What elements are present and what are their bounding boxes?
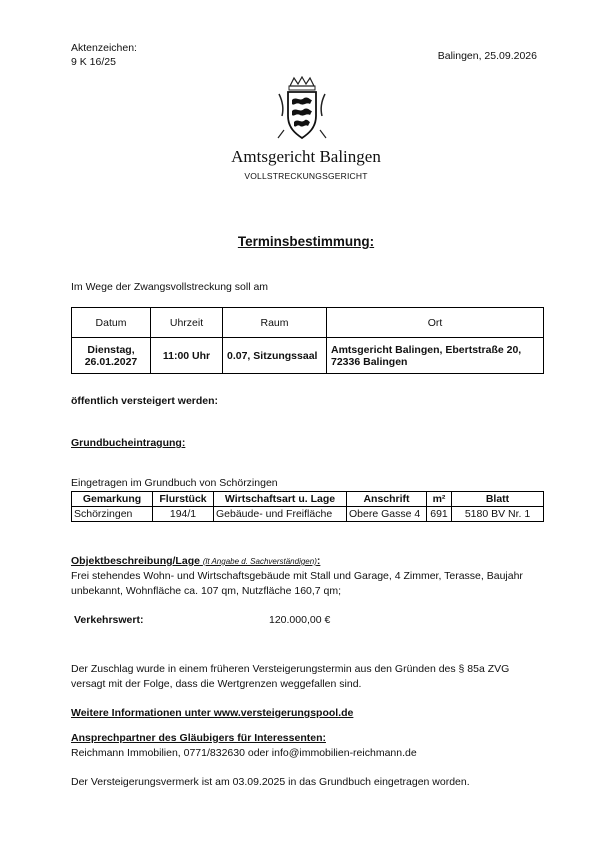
versteigert-text: öffentlich versteigert werden:	[71, 395, 219, 407]
intro-text: Im Wege der Zwangsvollstreckung soll am	[71, 281, 269, 293]
objekt-heading	[71, 555, 320, 567]
termin-uhrzeit: 11:00 Uhr	[151, 338, 223, 374]
objekt-description: Frei stehendes Wohn- und Wirtschaftsgebäude mit Stall und Garage, 4 Zimmer, Terasse, Baujahr unbekannt, Wohnfläche ca. 107 qm, Nutzfläche 160,7 qm;	[71, 570, 523, 597]
header-ort: Ort	[327, 308, 544, 338]
grundbuch-header-row	[72, 492, 544, 507]
document-title: Terminsbestimmung:	[237, 234, 375, 249]
coat-of-arms-icon	[276, 76, 328, 140]
aktenzeichen-label: Aktenzeichen:	[71, 42, 137, 54]
grundbuch-heading: Grundbucheintragung:	[71, 437, 186, 449]
ansprechpartner-heading: Ansprechpartner des Gläubigers für Interessenten:	[71, 732, 326, 744]
objekt-colon: :	[316, 555, 321, 567]
court-name: Amtsgericht Balingen	[231, 147, 381, 166]
court-subtitle: VOLLSTRECKUNGSGERICHT	[244, 171, 368, 181]
zuschlag-text: Der Zuschlag wurde in einem früheren Versteigerungstermin aus den Gründen des § 85a ZVG versagt mit der Folge, dass die Wertgrenzen weggefallen sind.	[71, 663, 510, 690]
verkehrswert-value: 120.000,00 €	[269, 614, 331, 626]
cell-flurstueck: 194/1	[153, 507, 214, 522]
header-m2: m²	[427, 492, 452, 507]
cell-gemarkung: Schörzingen	[72, 507, 153, 522]
cell-wirtschaftsart: Gebäude- und Freifläche	[214, 507, 347, 522]
cell-anschrift: Obere Gasse 4	[347, 507, 427, 522]
objekt-heading-text: Objektbeschreibung/Lage	[71, 555, 200, 567]
header-wirtschaftsart: Wirtschaftsart u. Lage	[214, 492, 347, 507]
grundbuch-table	[71, 491, 544, 522]
header-blatt: Blatt	[452, 492, 544, 507]
termin-ort: Amtsgericht Balingen, Ebertstraße 20, 72336 Balingen	[327, 338, 544, 374]
header-anschrift: Anschrift	[347, 492, 427, 507]
grundbuch-intro: Eingetragen im Grundbuch von Schörzingen	[71, 477, 278, 489]
weitere-informationen: Weitere Informationen unter www.versteigerungspool.de	[71, 707, 354, 719]
cell-m2: 691	[427, 507, 452, 522]
aktenzeichen-value: 9 K 16/25	[71, 56, 116, 68]
header-uhrzeit: Uhrzeit	[151, 308, 223, 338]
header-datum: Datum	[72, 308, 151, 338]
cell-blatt: 5180 BV Nr. 1	[452, 507, 544, 522]
verkehrswert-label: Verkehrswert:	[74, 614, 144, 626]
termin-row	[72, 338, 544, 374]
header-flurstueck: Flurstück	[153, 492, 214, 507]
termin-header-row	[72, 308, 544, 338]
termin-datum: Dienstag, 26.01.2027	[72, 338, 151, 374]
header-raum: Raum	[223, 308, 327, 338]
objekt-note: (lt Angabe d. Sachverständigen)	[202, 557, 317, 566]
table-row	[72, 507, 544, 522]
termin-table	[71, 307, 544, 374]
vermerk-text: Der Versteigerungsvermerk ist am 03.09.2025 in das Grundbuch eingetragen worden.	[71, 776, 470, 788]
place-date: Balingen, 25.09.2026	[437, 50, 537, 62]
ansprechpartner-text: Reichmann Immobilien, 0771/832630 oder info@immobilien-reichmann.de	[71, 747, 417, 759]
termin-raum: 0.07, Sitzungssaal	[223, 338, 327, 374]
header-gemarkung: Gemarkung	[72, 492, 153, 507]
